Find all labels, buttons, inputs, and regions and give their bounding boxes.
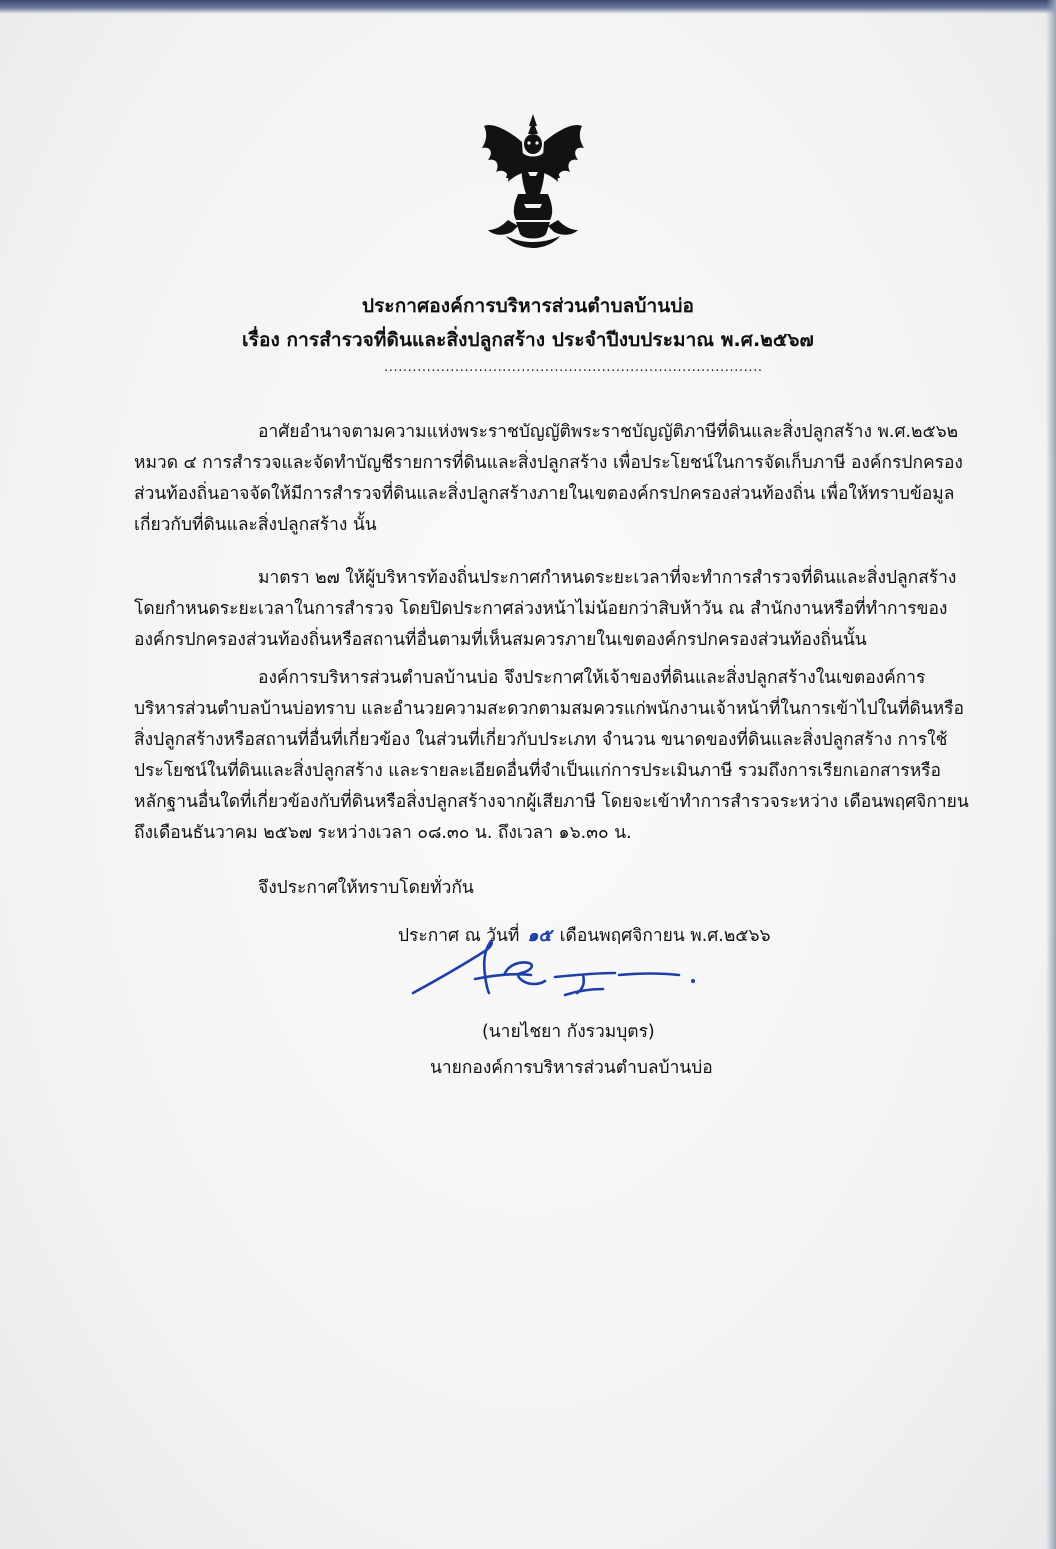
paragraph-line: เกี่ยวกับที่ดินและสิ่งปลูกสร้าง นั้น — [134, 515, 377, 535]
paragraph-line: องค์กรปกครองส่วนท้องถิ่นหรือสถานที่อื่นตามที่เห็นสมควรภายในเขตองค์กรปกครองส่วนท้องถิ่นนั้น — [134, 630, 867, 650]
paragraph-section-27 — [134, 563, 972, 656]
closing-statement: จึงประกาศให้ทราบโดยทั่วกัน — [258, 878, 474, 898]
paragraph-line: สิ่งปลูกสร้างหรือสถานที่อื่นที่เกี่ยวข้อง ในส่วนที่เกี่ยวกับประเภท จำนวน ขนาดของที่ดินและสิ่งปลูกสร้าง การใช้ — [134, 730, 948, 750]
date-day: ๑๕ — [527, 926, 552, 946]
paragraph-line: องค์การบริหารส่วนตำบลบ้านบ่อ จึงประกาศให้เจ้าของที่ดินและสิ่งปลูกสร้างในเขตองค์การ — [258, 668, 926, 688]
date-prefix: ประกาศ ณ วันที่ — [398, 926, 520, 946]
paragraph-line: โดยกำหนดระยะเวลาในการสำรวจ โดยปิดประกาศล่วงหน้าไม่น้อยกว่าสิบห้าวัน ณ สำนักงานหรือที่ทำการของ — [134, 599, 948, 619]
paragraph-line: ส่วนท้องถิ่นอาจจัดให้มีการสำรวจที่ดินและสิ่งปลูกสร้างภายในเขตองค์กรปกครองส่วนท้องถิ่น เพื่อให้ทราบข้อมูล — [134, 484, 955, 504]
paragraph-announcement — [134, 663, 972, 849]
paragraph-line: ประโยชน์ในที่ดินและสิ่งปลูกสร้าง และรายละเอียดอื่นที่จำเป็นแก่การประเมินภาษี รวมถึงการเรียกเอกสารหรือ — [134, 761, 941, 781]
paragraph-line: บริหารส่วนตำบลบ้านบ่อทราบ และอำนวยความสะดวกตามสมควรแก่พนักงานเจ้าหน้าที่ในการเข้าไปในที่ดินหรือ — [134, 699, 964, 719]
paragraph-line: ถึงเดือนธันวาคม ๒๕๖๗ ระหว่างเวลา ๐๘.๓๐ น. ถึงเวลา ๑๖.๓๐ น. — [134, 823, 632, 843]
handwritten-signature — [405, 935, 705, 1005]
scan-edge-top — [0, 0, 1056, 14]
date-suffix: เดือนพฤศจิกายน พ.ศ.๒๕๖๖ — [559, 926, 771, 946]
signer-name: (นายไชยา กังรวมบุตร) — [482, 1022, 655, 1042]
paragraph-authority — [134, 417, 972, 541]
paragraph-line: มาตรา ๒๗ ให้ผู้บริหารท้องถิ่นประกาศกำหนดระยะเวลาที่จะทำการสำรวจที่ดินและสิ่งปลูกสร้าง — [258, 568, 957, 588]
signer-title: นายกองค์การบริหารส่วนตำบลบ้านบ่อ — [430, 1058, 713, 1078]
announcement-title: ประกาศองค์การบริหารส่วนตำบลบ้านบ่อ — [361, 295, 695, 317]
paragraph-line: หมวด ๔ การสำรวจและจัดทำบัญชีรายการที่ดินและสิ่งปลูกสร้าง เพื่อประโยชน์ในการจัดเก็บภาษี องค์กรปกครอง — [134, 453, 963, 473]
scan-edge-right — [1046, 0, 1056, 1549]
title-separator: ................................................................................ — [384, 360, 763, 375]
garuda-emblem-icon — [478, 112, 588, 252]
paragraph-line: อาศัยอำนาจตามความแห่งพระราชบัญญัติพระราชบัญญัติภาษีที่ดินและสิ่งปลูกสร้าง พ.ศ.๒๕๖๒ — [258, 422, 959, 442]
paragraph-line: หลักฐานอื่นใดที่เกี่ยวข้องกับที่ดินหรือสิ่งปลูกสร้างจากผู้เสียภาษี โดยจะเข้าทำการสำรวจระหว่าง เดือนพฤศจิกายน — [134, 792, 969, 812]
announcement-subject: เรื่อง การสำรวจที่ดินและสิ่งปลูกสร้าง ประจำปีงบประมาณ พ.ศ.๒๕๖๗ — [242, 329, 814, 351]
